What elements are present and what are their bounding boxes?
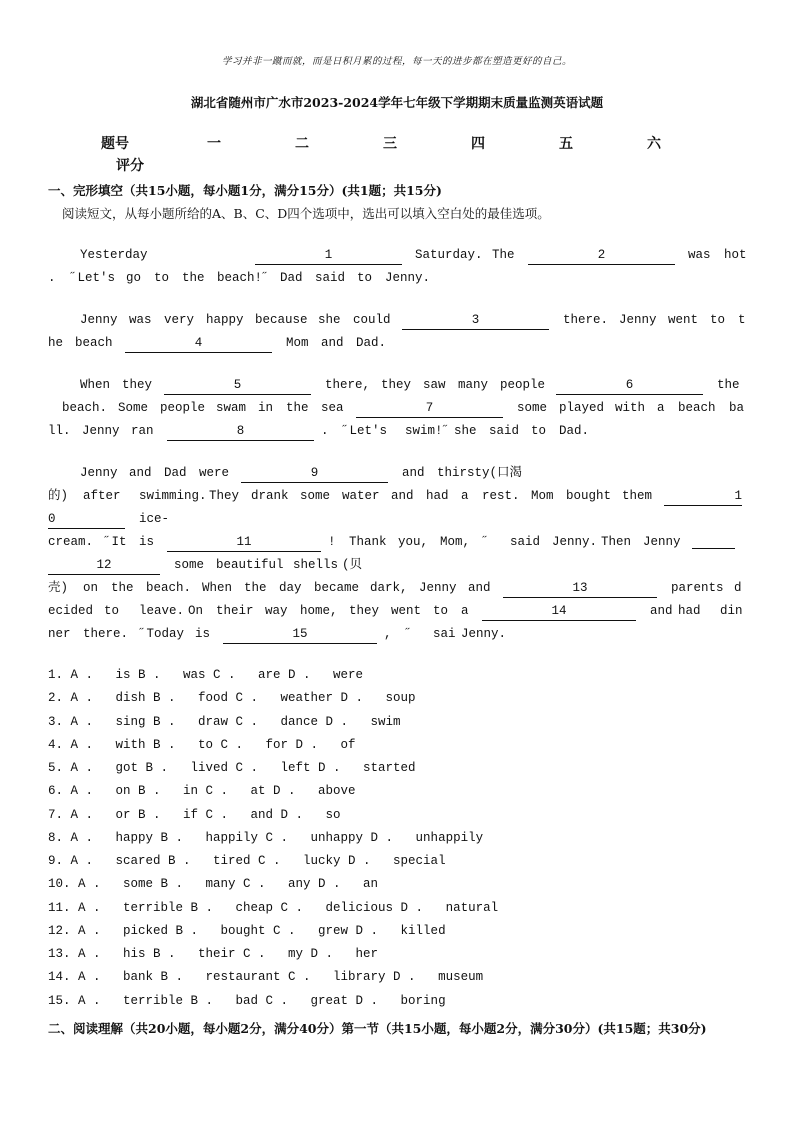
blank-2[interactable]: 2 [528, 247, 675, 265]
passage-word: the [717, 378, 740, 392]
passage-word: there. [563, 313, 609, 327]
passage-line [48, 267, 746, 290]
passage-line [48, 600, 746, 623]
passage-word: . [321, 424, 329, 438]
passage-line [48, 244, 746, 267]
passage-word: leave. [139, 604, 185, 618]
passage-word: cream. [48, 535, 94, 549]
passage-line [48, 462, 746, 485]
passage-word: Jenny [80, 313, 118, 327]
passage-word: Jenny [619, 313, 657, 327]
passage-word: go [126, 271, 142, 285]
passage-word: some [300, 489, 331, 503]
score-column-5: 五 [559, 136, 573, 152]
passage-word: ˝ [482, 535, 490, 549]
passage-word: went [668, 313, 699, 327]
paragraph-gap [48, 355, 746, 374]
passage-word: The [492, 248, 515, 262]
passage-word: played [559, 401, 605, 415]
passage-word: water [342, 489, 380, 503]
blank-11[interactable]: 11 [167, 534, 321, 552]
passage-word: Jenny. [461, 627, 507, 641]
passage-word: many [458, 378, 489, 392]
option-row-15[interactable]: 15. A . terrible B . bad C . great D . boring [48, 993, 446, 1008]
passage-word: because [255, 313, 308, 327]
passage-word: was [129, 313, 152, 327]
passage-word: said [489, 424, 520, 438]
score-column-4: 四 [471, 136, 485, 152]
passage-word: a [657, 401, 665, 415]
passage-word: became [314, 581, 360, 595]
blank-10-continued[interactable]: 0 [48, 511, 125, 529]
passage-word: When [80, 378, 111, 392]
passage-word: Dad [280, 271, 303, 285]
passage-word: d [734, 581, 742, 595]
passage-word: ran [131, 424, 154, 438]
passage-word: Thank [349, 535, 387, 549]
blank-5[interactable]: 5 [164, 377, 311, 395]
passage-word: ecided [48, 604, 94, 618]
passage-word: saw [423, 378, 446, 392]
score-column-3: 三 [383, 136, 397, 152]
passage-word: the [286, 401, 309, 415]
passage-word: people [160, 401, 206, 415]
passage-word: , [384, 627, 392, 641]
passage-word: they [349, 604, 380, 618]
passage-word: ll. [48, 424, 71, 438]
passage-word: sai [433, 627, 456, 641]
passage-word: them [622, 489, 653, 503]
exam-title: 湖北省随州市广水市2023-2024学年七年级下学期期末质量监测英语试题 [190, 95, 604, 110]
passage-word: ice- [139, 512, 170, 526]
passage-word: to [710, 313, 726, 327]
option-row-12[interactable]: 12. A . picked B . bought C . grew D . killed [48, 923, 446, 938]
option-row-13[interactable]: 13. A . his B . their C . my D . her [48, 947, 379, 961]
score-row-scores [60, 154, 760, 176]
blank-9[interactable]: 9 [241, 465, 388, 483]
passage-word: a [461, 604, 469, 618]
passage-word: happy [206, 313, 244, 327]
passage-word: in [258, 401, 274, 415]
passage-word: beach [75, 336, 113, 350]
passage-word: to [357, 271, 373, 285]
option-row-7[interactable]: 7. A . or B . if C . and D . so [48, 807, 341, 822]
passage-word: had [426, 489, 449, 503]
passage-word: their [216, 604, 254, 618]
score-column-1: 一 [207, 136, 221, 152]
answer-options-list [48, 668, 498, 1017]
passage-line [48, 309, 746, 332]
passage-word: bought [566, 489, 612, 503]
passage-word: parents [671, 581, 724, 595]
section-2-heading: 二、阅读理解（共20小题，每小题2分，满分40分）第一节（共15小题，每小题2分，满分30分）(共15题；共30分) [48, 1021, 707, 1036]
passage-word: din [720, 604, 743, 618]
passage-word: They [209, 489, 240, 503]
passage-word: Jenny [82, 424, 120, 438]
option-row-9[interactable]: 9. A . scared B . tired C . lucky D . special [48, 854, 446, 868]
passage-word: Dad. [559, 424, 590, 438]
passage-word: people [500, 378, 546, 392]
paragraph-gap [48, 290, 746, 309]
blank-4[interactable]: 4 [125, 335, 272, 353]
passage-word: day [279, 581, 302, 595]
passage-word: she [318, 313, 341, 327]
passage-word: Jenny. [385, 271, 431, 285]
passage-word: swimming. [139, 489, 207, 503]
blank-13[interactable]: 13 [503, 580, 657, 598]
passage-word: When [202, 581, 233, 595]
blank-12[interactable]: 12 [48, 557, 160, 575]
passage-word: some [174, 558, 205, 572]
passage-word: Some [118, 401, 149, 415]
section-1-instruction: 阅读短文，从每小题所给的A、B、C、D四个选项中，选出可以填入空白处的最佳选项。 [62, 206, 550, 221]
passage-word: very [164, 313, 195, 327]
passage-word: shells [293, 558, 339, 572]
passage-word: ˝Let's [70, 271, 116, 285]
passage-line [48, 485, 746, 508]
passage-word: hot [724, 248, 747, 262]
passage-word: drank [251, 489, 289, 503]
passage-word: ˝Let's [342, 424, 388, 438]
passage-word: Saturday. [415, 248, 483, 262]
passage-word: is [139, 535, 155, 549]
passage-word: after [83, 489, 121, 503]
score-row-question-numbers [60, 132, 760, 154]
passage-word: to [433, 604, 449, 618]
passage-word: on [83, 581, 99, 595]
passage-word: could [353, 313, 391, 327]
passage-line [48, 374, 746, 397]
option-row-6[interactable]: 6. A . on B . in C . at D . above [48, 784, 356, 799]
option-row-3[interactable]: 3. A . sing B . draw C . dance D . swim [48, 714, 401, 729]
score-column-2: 二 [295, 136, 309, 152]
passage-word: to [104, 604, 120, 618]
passage-word: and [468, 581, 491, 595]
passage-word: home, [300, 604, 338, 618]
passage-word: Jenny. [552, 535, 598, 549]
option-row-8[interactable]: 8. A . happy B . happily C . unhappy D . unhappily [48, 830, 484, 845]
passage-word: to [531, 424, 547, 438]
blank-8[interactable]: 8 [167, 423, 314, 441]
passage-word: you, [398, 535, 429, 549]
passage-word: Yesterday [80, 248, 148, 262]
passage-word: and [321, 336, 344, 350]
passage-word: Mom, [440, 535, 471, 549]
passage-line [48, 508, 746, 531]
passage-word: ba [729, 401, 745, 415]
option-row-5[interactable]: 5. A . got B . lived C . left D . started [48, 761, 416, 775]
passage-word: went [391, 604, 422, 618]
passage-word: said [510, 535, 541, 549]
passage-word: On [188, 604, 204, 618]
passage-word: swam [216, 401, 247, 415]
passage-word: the [111, 581, 134, 595]
passage-word: ! [328, 535, 336, 549]
option-row-4[interactable]: 4. A . with B . to C . for D . of [48, 737, 356, 752]
option-row-11[interactable]: 11. A . terrible B . cheap C . delicious D . natural [48, 900, 499, 915]
passage-word: Mom [531, 489, 554, 503]
option-row-1[interactable]: 1. A . is B . was C . are D . were [48, 668, 364, 682]
passage-word: . [48, 271, 56, 285]
passage-word: dark, [370, 581, 408, 595]
blank-14[interactable]: 14 [482, 603, 636, 621]
passage-word: 壳) [48, 581, 69, 595]
option-row-2[interactable]: 2. A . dish B . food C . weather D . soup [48, 691, 416, 706]
passage-word: they [381, 378, 412, 392]
blank-3[interactable]: 3 [402, 312, 549, 330]
passage-word: with [615, 401, 646, 415]
score-row-label: 评分 [116, 158, 144, 174]
passage-word: there, [325, 378, 371, 392]
passage-word: (贝 [342, 558, 363, 572]
passage-word: and [391, 489, 414, 503]
passage-word: way [265, 604, 288, 618]
passage-line [48, 577, 746, 600]
passage-word: she [454, 424, 477, 438]
passage-line [48, 623, 746, 646]
passage-word: beach [678, 401, 716, 415]
passage-word: and [650, 604, 673, 618]
passage-word: thirsty(口渴 [437, 466, 523, 480]
passage-word: ˝It [104, 535, 127, 549]
passage-word: ner [48, 627, 71, 641]
passage-word: ˝ [405, 627, 413, 641]
passage-word: some [517, 401, 548, 415]
score-row-label: 题号 [101, 136, 129, 152]
blank-6[interactable]: 6 [556, 377, 703, 395]
passage-word: ˝Today [139, 627, 185, 641]
passage-word: the [244, 581, 267, 595]
passage-word: had [678, 604, 701, 618]
passage-line [48, 397, 746, 420]
paragraph-gap [48, 443, 746, 462]
passage-word: and [402, 466, 425, 480]
passage-word: a [461, 489, 469, 503]
passage-word: Then [601, 535, 632, 549]
option-row-10[interactable]: 10. A . some B . many C . any D . an [48, 877, 379, 892]
passage-word: Jenny [80, 466, 118, 480]
option-row-14[interactable]: 14. A . bank B . restaurant C . library D . museum [48, 970, 484, 985]
passage-word: rest. [482, 489, 520, 503]
passage-word: he [48, 336, 64, 350]
passage-word: the [182, 271, 205, 285]
passage-word: were [199, 466, 230, 480]
blank-7[interactable]: 7 [356, 400, 503, 418]
blank-1[interactable]: 1 [255, 247, 402, 265]
passage-word: swim!˝ [405, 424, 451, 438]
blank-10[interactable]: 1 [664, 488, 742, 506]
passage-word: beach. [62, 401, 108, 415]
passage-word: sea [321, 401, 344, 415]
passage-word: Dad [164, 466, 187, 480]
passage-line [48, 554, 746, 577]
passage-word: there. [83, 627, 129, 641]
passage-word: beach!˝ [217, 271, 270, 285]
passage-word: to [154, 271, 170, 285]
section-1-heading: 一、完形填空（共15小题，每小题1分，满分15分）(共1题；共15分) [48, 183, 442, 198]
passage-word: and [129, 466, 152, 480]
passage-word: Dad. [356, 336, 387, 350]
passage-line [48, 332, 746, 355]
passage-word: was [688, 248, 711, 262]
passage-word: they [122, 378, 153, 392]
passage-word: Jenny [643, 535, 681, 549]
passage-word: 的) [48, 489, 69, 503]
page-motto: 学习并非一蹴而就，而是日积月累的过程，每一天的进步都在塑造更好的自己。 [221, 56, 572, 67]
passage-word: is [195, 627, 211, 641]
passage-word: beautiful [216, 558, 284, 572]
cloze-passage [48, 244, 746, 646]
blank-12-start[interactable] [692, 531, 735, 549]
blank-15[interactable]: 15 [223, 626, 377, 644]
passage-word: Mom [286, 336, 309, 350]
passage-word: beach. [146, 581, 192, 595]
passage-word: t [738, 313, 746, 327]
passage-line [48, 420, 746, 443]
passage-line [48, 531, 746, 554]
passage-word: Jenny [419, 581, 457, 595]
passage-word: said [315, 271, 346, 285]
score-column-6: 六 [647, 136, 661, 152]
score-table [60, 132, 760, 176]
